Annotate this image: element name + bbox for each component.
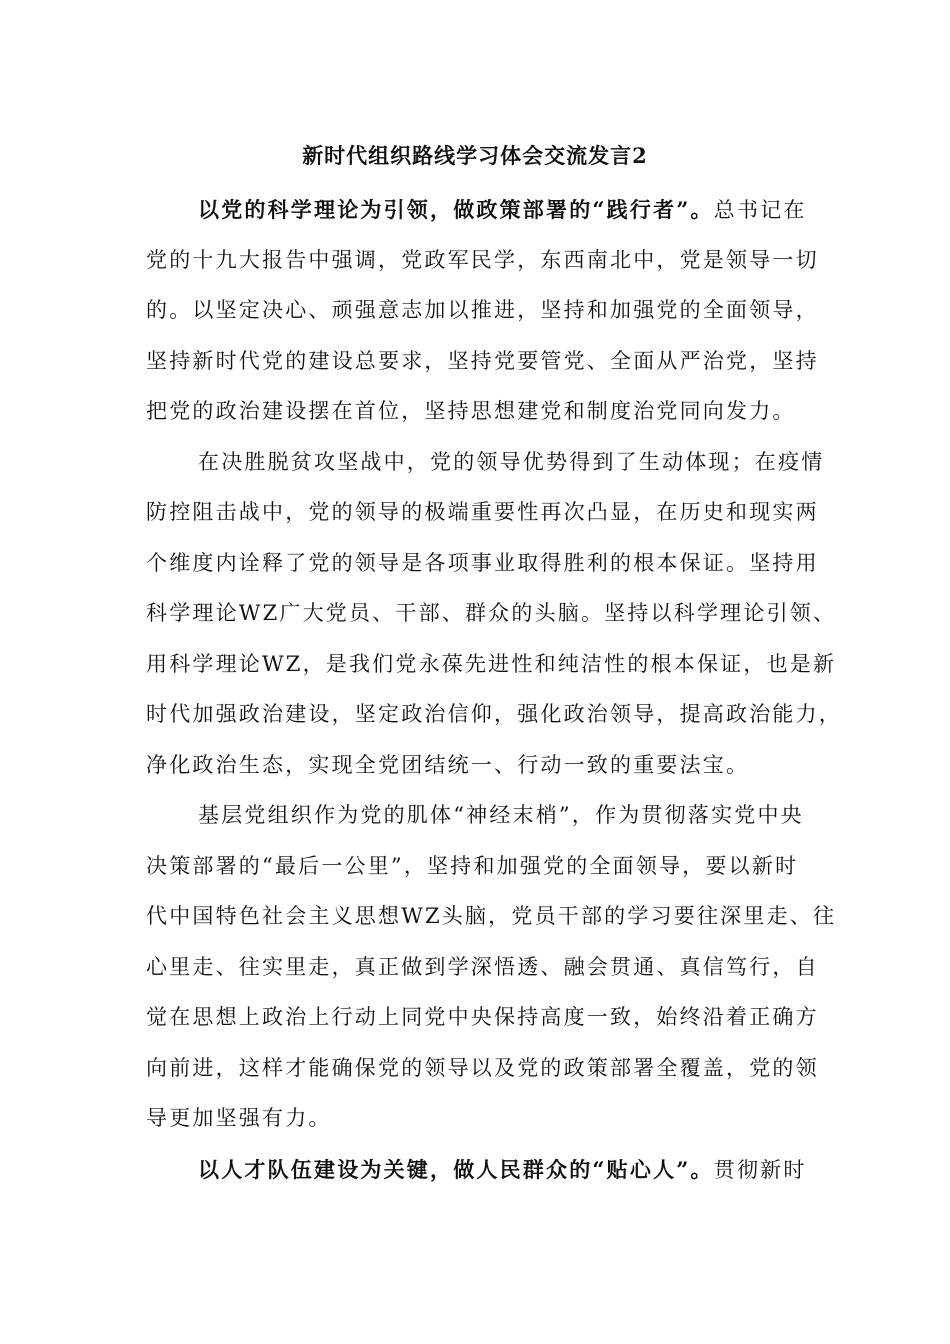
paragraph-1 bbox=[146, 192, 822, 445]
paragraph-line: 觉在思想上政治上行动上同党中央保持高度一致，始终沿着正确方 bbox=[146, 1005, 819, 1029]
paragraph-line: 个维度内诠释了党的领导是各项事业取得胜利的根本保证。坚持用 bbox=[146, 550, 819, 575]
line-text: 贯彻新时 bbox=[713, 1157, 807, 1182]
paragraph-line: 时代加强政治建设，坚定政治信仰，强化政治领导，提高政治能力， bbox=[146, 702, 842, 726]
paragraph-line: 净化政治生态，实现全党团结统一、行动一致的重要法宝。 bbox=[146, 752, 750, 777]
document-body bbox=[146, 192, 842, 1202]
paragraph-line: 导更加坚强有力。 bbox=[146, 1106, 332, 1130]
paragraph-line: 向前进，这样才能确保党的领导以及党的政策部署全覆盖，党的领 bbox=[146, 1055, 819, 1080]
paragraph-2 bbox=[146, 445, 842, 799]
paragraph-line: 坚持新时代党的建设总要求，坚持党要管党、全面从严治党，坚持 bbox=[146, 348, 819, 373]
paragraph-line: 在决胜脱贫攻坚战中，党的领导优势得到了生动体现；在疫情 bbox=[198, 449, 825, 474]
bold-lead-sentence: 以党的科学理论为引领，做政策部署的“践行者”。 bbox=[198, 197, 714, 222]
paragraph-line: 党的十九大报告中强调，党政军民学，东西南北中，党是领导一切 bbox=[146, 247, 819, 272]
paragraph-line: 科学理论WZ广大党员、干部、群众的头脑。坚持以科学理论引领、 bbox=[146, 601, 837, 625]
paragraph-line bbox=[146, 192, 822, 243]
line-text: 总书记在 bbox=[713, 198, 807, 222]
paragraph-line: 用科学理论WZ，是我们党永葆先进性和纯洁性的根本保证，也是新 bbox=[146, 651, 837, 676]
document-title: 新时代组织路线学习体会交流发言2 bbox=[302, 143, 648, 168]
paragraph-3 bbox=[146, 798, 837, 1152]
paragraph-line: 决策部署的“最后一公里”，坚持和加强党的全面领导，要以新时 bbox=[146, 853, 799, 878]
paragraph-line: 的。以坚定决心、顽强意志加以推进，坚持和加强党的全面领导， bbox=[146, 298, 819, 322]
paragraph-line: 心里走、往实里走，真正做到学深悟透、融会贯通、真信笃行，自 bbox=[146, 954, 819, 979]
paragraph-line bbox=[146, 1152, 822, 1203]
paragraph-4 bbox=[146, 1152, 822, 1203]
bold-lead-sentence: 以人才队伍建设为关键，做人民群众的“贴心人”。 bbox=[198, 1156, 714, 1182]
paragraph-line: 基层党组织作为党的肌体“神经末梢”，作为贯彻落实党中央 bbox=[198, 803, 804, 827]
paragraph-line: 代中国特色社会主义思想WZ头脑，党员干部的学习要往深里走、往 bbox=[146, 904, 837, 928]
paragraph-line: 防控阻击战中，党的领导的极端重要性再次凸显，在历史和现实两 bbox=[146, 500, 819, 524]
paragraph-line: 把党的政治建设摆在首位，坚持思想建党和制度治党同向发力。 bbox=[146, 399, 796, 423]
